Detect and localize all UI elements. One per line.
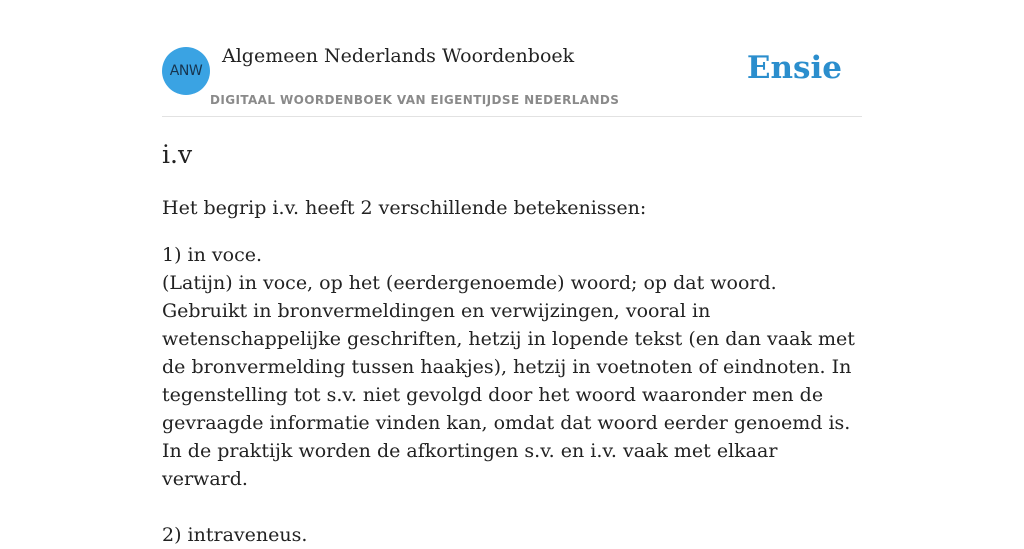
site-subtitle: DIGITAAL WOORDENBOEK VAN EIGENTIJDSE NEDERLANDS [210, 93, 620, 107]
entry-content [162, 116, 862, 549]
meaning-2 [162, 521, 862, 549]
meaning-1-heading: 1) in voce. [162, 244, 262, 266]
entry-term: i.v [162, 140, 193, 169]
site-header [162, 0, 862, 117]
meaning-1-definition: (Latijn) in voce, op het (eerdergenoemde) woord; op dat woord. [162, 272, 777, 294]
anw-logo[interactable]: ANW [162, 47, 210, 95]
meaning-2-heading: 2) intraveneus. [162, 524, 308, 546]
meaning-1 [162, 241, 862, 493]
entry-intro: Het begrip i.v. heeft 2 verschillende betekenissen: [162, 197, 647, 219]
meaning-1-explanation: Gebruikt in bronvermeldingen en verwijzingen, vooral in wetenschappelijke geschriften, hetzij in lopende tekst (en dan vaak met de bronvermelding tussen haakjes), hetzij in voetnoten of eindnoten. In tegenstelling tot s.v. niet gevolgd door het woord waaronder men de gevraagde informatie vinden kan, omdat dat woord eerder genoemd is. In de praktijk worden de afkortingen s.v. en i.v. vaak met elkaar verward. [162, 300, 855, 490]
ensie-brand-link[interactable]: Ensie [746, 50, 842, 86]
site-title[interactable]: Algemeen Nederlands Woordenboek [222, 45, 575, 67]
